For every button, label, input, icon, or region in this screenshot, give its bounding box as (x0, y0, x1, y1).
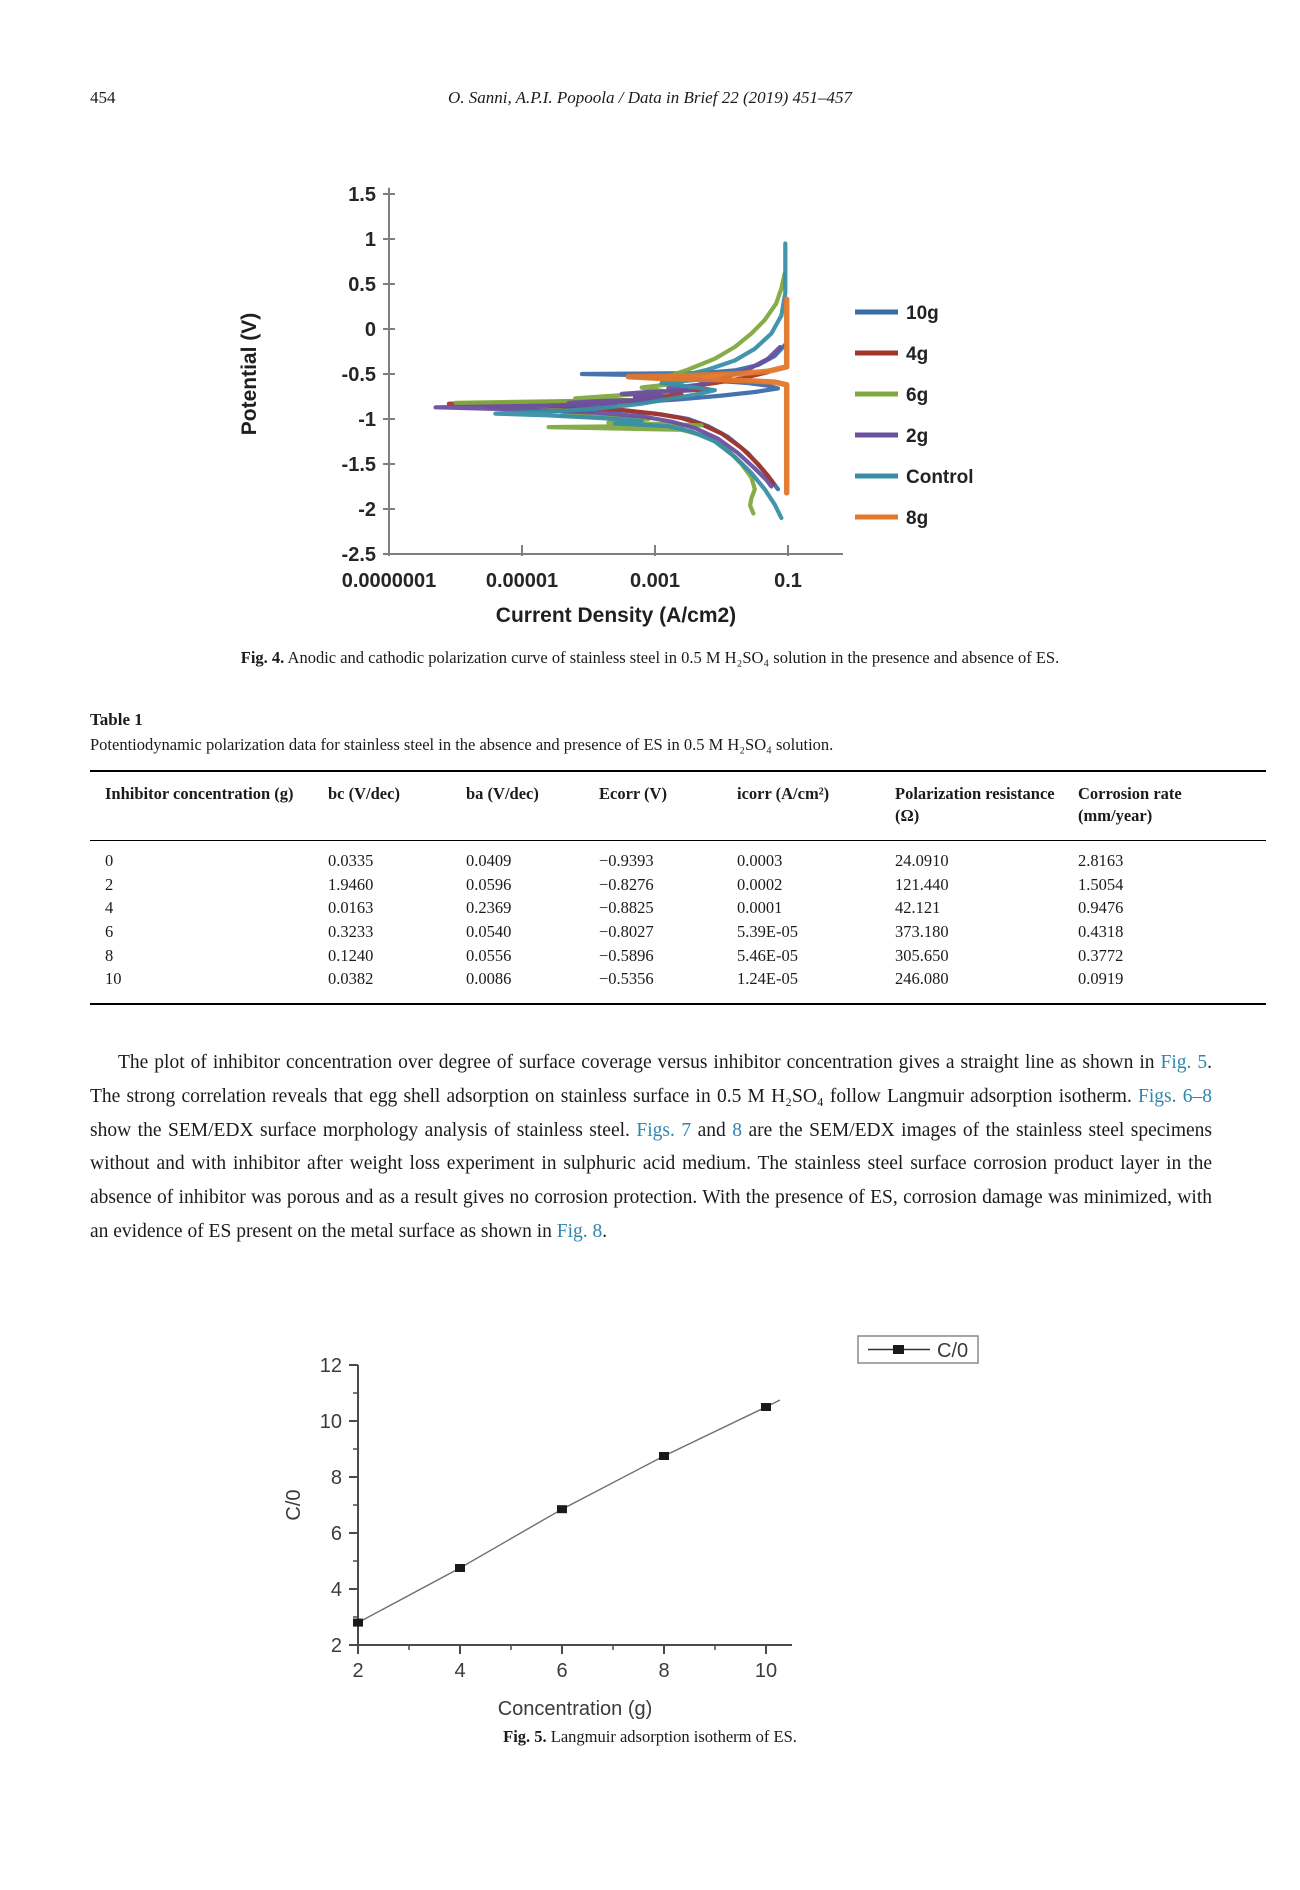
fig4-x-tick-label: 0.1 (774, 570, 802, 592)
fig5-langmuir-chart (280, 1325, 1010, 1755)
fig5-data-point (761, 1403, 771, 1411)
fig4-x-ticks (342, 545, 802, 592)
table1-polarization-data (90, 770, 1266, 1005)
fig5-data-point (659, 1452, 669, 1460)
fig4-y-axis-label: Potential (V) (238, 312, 261, 436)
table-cell: 0.0002 (737, 874, 783, 894)
table1-column-header: Ecorr (V) (599, 771, 737, 841)
fig4-x-axis-label: Current Density (A/cm2) (495, 604, 737, 627)
table1-column-header: bc (V/dec) (328, 771, 466, 841)
fig4-y-tick-label: -2 (358, 499, 376, 521)
table-cell: 1.24E-05 (737, 969, 798, 989)
table-cell: 0 (105, 851, 114, 870)
fig4-x-tick-label: 0.001 (629, 570, 681, 592)
fig5-x-tick-label: 10 (754, 1660, 778, 1682)
table-row (90, 897, 1266, 921)
paragraph-text: The plot of inhibitor concentration over degree of surface coverage versus inhibitor concentration gives a straight line as shown in (118, 1052, 1161, 1073)
table1-column-header: icorr (A/cm²) (737, 771, 895, 841)
fig4-y-tick-label: -0.5 (341, 364, 376, 386)
fig4-caption-label: Fig. 4. (240, 648, 285, 667)
fig4-x-tick-label: 0.0000001 (341, 570, 437, 592)
fig5-data-point (353, 1619, 363, 1627)
fig5-data-point (455, 1564, 465, 1572)
fig4-y-tick-label: 1 (364, 229, 376, 251)
fig5-axes (349, 1365, 792, 1654)
paragraph-text: and (691, 1119, 733, 1141)
fig5-y-tick-label: 10 (319, 1411, 342, 1433)
table-cell: 10 (105, 969, 122, 989)
table-cell: 5.39E-05 (737, 922, 798, 942)
table-cell: −0.8825 (599, 898, 654, 918)
table-cell: 6 (105, 922, 114, 942)
legend-label-8g: 8g (906, 508, 929, 529)
table-row (90, 873, 1266, 897)
figure-reference-link[interactable]: 8 (732, 1119, 742, 1141)
table1-body (90, 841, 1266, 1004)
fig5-caption (90, 1727, 1210, 1747)
table-cell: 0.2369 (466, 898, 512, 918)
table-cell: 0.0540 (466, 922, 512, 942)
paragraph-text: show the SEM/EDX surface morphology analysis of stainless steel. (90, 1119, 637, 1141)
table-cell: 0.4318 (1078, 922, 1124, 942)
fig5-x-tick-label: 4 (454, 1660, 466, 1682)
table1-header-row (90, 771, 1266, 841)
fig4-y-tick-label: 0 (364, 319, 376, 341)
table-cell: 1.5054 (1078, 874, 1124, 894)
fig5-x-tick-label: 2 (352, 1660, 364, 1682)
fig5-y-axis-label: C/0 (283, 1489, 305, 1521)
table-cell: 0.0163 (328, 898, 374, 918)
table-cell: −0.8276 (599, 874, 654, 894)
table-cell: 0.0596 (466, 874, 512, 894)
page-number: 454 (90, 88, 116, 107)
fig5-y-tick-label: 4 (330, 1579, 342, 1601)
fig5-legend-label: C/0 (937, 1340, 969, 1362)
fig5-x-tick-label: 6 (556, 1660, 568, 1682)
table1-column-header: Polarization resistance (Ω) (895, 771, 1078, 841)
fig5-legend-marker (893, 1345, 904, 1354)
table1-column-header: ba (V/dec) (466, 771, 599, 841)
fig4-caption-text: Anodic and cathodic polarization curve of stainless steel in 0.5 M H₂SO₄ solution in the presence and absence of ES. (287, 648, 1060, 667)
legend-label-6g: 6g (906, 385, 929, 406)
table-row (90, 944, 1266, 968)
figure-reference-link[interactable]: Fig. 8 (556, 1220, 603, 1242)
table-cell: 0.3772 (1078, 945, 1124, 965)
table-cell: 305.650 (895, 945, 949, 965)
running-head: O. Sanni, A.P.I. Popoola / Data in Brief 22 (2019) 451–457 (447, 88, 853, 107)
table-cell: 0.1240 (328, 945, 374, 965)
table-cell: 1.9460 (328, 874, 374, 894)
table-cell: 0.0003 (737, 851, 783, 870)
table-cell: 2.8163 (1078, 851, 1124, 870)
fig5-legend (858, 1336, 978, 1363)
fig5-y-tick-label: 12 (319, 1355, 342, 1377)
table1-column-header: Inhibitor concentration (g) (90, 771, 328, 841)
fig5-data-point (557, 1505, 567, 1513)
table-row (90, 968, 1266, 1004)
table-cell: 0.0086 (466, 969, 512, 989)
legend-label-4g: 4g (906, 344, 929, 365)
table-cell: 0.9476 (1078, 898, 1124, 918)
fig4-y-tick-label: 1.5 (348, 184, 376, 206)
figure-reference-link[interactable]: Fig. 5 (1160, 1052, 1208, 1073)
table-cell: 0.0001 (737, 898, 783, 918)
fig4-legend (855, 303, 974, 529)
table-cell: 42.121 (895, 898, 941, 918)
fig5-x-tick-label: 8 (658, 1660, 670, 1682)
table-cell: 24.0910 (895, 851, 949, 870)
fig4-polarization-chart (230, 140, 1010, 660)
table1-header (90, 771, 1266, 841)
table-cell: −0.5896 (599, 945, 654, 965)
figure-reference-link[interactable]: Figs. 7 (636, 1119, 692, 1141)
table1-label: Table 1 (90, 710, 143, 729)
table-cell: −0.5356 (599, 969, 654, 989)
legend-label-10g: 10g (906, 303, 939, 324)
fig5-x-axis-label: Concentration (g) (497, 1698, 653, 1720)
fig4-y-tick-label: -1.5 (341, 454, 376, 476)
legend-label-2g: 2g (906, 426, 929, 447)
table-cell: 0.0335 (328, 851, 374, 870)
table-cell: −0.8027 (599, 922, 654, 942)
table-cell: 0.0409 (466, 851, 512, 870)
fig5-y-tick-label: 8 (330, 1467, 342, 1489)
fig5-y-tick-label: 6 (330, 1523, 342, 1545)
fig4-y-tick-label: 0.5 (348, 274, 376, 296)
table-row (90, 920, 1266, 944)
table-cell: 4 (105, 898, 114, 918)
legend-label-Control: Control (906, 467, 974, 488)
body-paragraph (90, 1046, 1212, 1249)
fig5-series-line (358, 1400, 780, 1623)
paragraph-text: are the SEM/EDX images of the stainless steel specimens without and with inhibitor after weight loss experiment in sulphuric acid medium. The stainless steel surface corrosion product layer in the absence of inhibitor was porous and as a result gives no corrosion protection. With the presence of ES, corrosion damage was minimized, with an evidence of ES present on the metal surface as shown in (90, 1119, 1212, 1242)
figure-reference-link[interactable]: Figs. 6–8 (1138, 1085, 1212, 1107)
table-cell: 2 (105, 874, 114, 894)
fig4-y-ticks (342, 184, 395, 566)
table-cell: 0.0556 (466, 945, 512, 965)
table-cell: 0.0919 (1078, 969, 1124, 989)
fig4-caption (90, 648, 1210, 668)
fig5-caption-text: Langmuir adsorption isotherm of ES. (550, 1727, 797, 1746)
table1-column-header: Corrosion rate (mm/year) (1078, 771, 1266, 841)
fig4-x-tick-label: 0.00001 (485, 570, 559, 592)
table-row (90, 841, 1266, 874)
table-cell: 121.440 (895, 874, 949, 894)
table-cell: 5.46E-05 (737, 945, 798, 965)
table1-caption: Potentiodynamic polarization data for stainless steel in the absence and presence of ES in 0.5 M H₂SO₄ solution. (90, 735, 834, 754)
table-cell: −0.9393 (599, 851, 654, 870)
fig4-y-tick-label: -1 (358, 409, 376, 431)
fig4-y-tick-label: -2.5 (341, 544, 376, 566)
table-cell: 0.0382 (328, 969, 374, 989)
fig5-y-tick-label: 2 (330, 1635, 342, 1657)
table-cell: 8 (105, 945, 114, 965)
page-header (90, 88, 1210, 112)
table-cell: 0.3233 (328, 922, 374, 942)
table-cell: 373.180 (895, 922, 949, 942)
paragraph-text: . The strong correlation reveals that egg shell adsorption on stainless surface in 0.5 M H₂SO₄ follow Langmuir adsorption isotherm. (90, 1052, 1213, 1107)
paragraph-text: . (602, 1220, 608, 1242)
fig5-caption-label: Fig. 5. (503, 1727, 547, 1746)
table-cell: 246.080 (895, 969, 949, 989)
